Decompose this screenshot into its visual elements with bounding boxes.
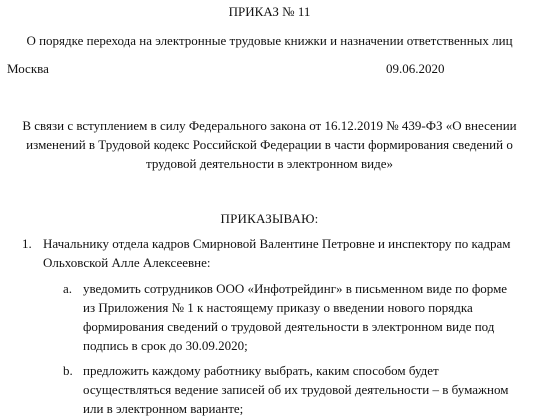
sublist-item-text-line: подпись в срок до 30.09.2020; bbox=[83, 338, 248, 353]
preamble-line-1: В связи с вступлением в силу Федерального закона от 16.12.2019 № 439-ФЗ «О внесении bbox=[22, 118, 517, 133]
list-item-text-line: Начальнику отдела кадров Смирновой Валентине Петровне и инспектору по кадрам bbox=[43, 236, 511, 251]
sublist-item-text-line: уведомить сотрудников ООО «Инфотрейдинг» в письменном виде по форме bbox=[83, 281, 508, 296]
sublist-item-text-line: предложить каждому работнику выбрать, каким способом будет bbox=[83, 363, 439, 378]
preamble-line-2: изменений в Трудовой кодекс Российской Федерации в части формирования сведений о bbox=[26, 137, 513, 152]
order-date: 09.06.2020 bbox=[386, 61, 445, 76]
sublist-item-text-line: из Приложения № 1 к настоящему приказу о введении нового порядка bbox=[83, 300, 473, 315]
sublist-item-marker: a. bbox=[63, 281, 73, 296]
sublist-item-text-line: осуществляться ведение записей об их трудовой деятельности – в бумажном bbox=[83, 382, 509, 397]
list-item-text-line: Ольховской Алле Алексеевне: bbox=[43, 255, 211, 270]
order-title: ПРИКАЗ № 11 bbox=[228, 4, 311, 19]
list-item-marker: 1. bbox=[22, 236, 32, 251]
sublist-item-marker: b. bbox=[63, 363, 73, 378]
city-label: Москва bbox=[7, 61, 49, 76]
sublist-item-text-line: или в электронном варианте; bbox=[83, 401, 244, 416]
preamble-line-3: трудовой деятельности в электронном виде» bbox=[146, 156, 393, 171]
order-heading: ПРИКАЗЫВАЮ: bbox=[220, 211, 319, 226]
sublist-item-text-line: формирования сведений о трудовой деятельности в электронном виде под bbox=[83, 319, 495, 334]
order-subtitle: О порядке перехода на электронные трудовые книжки и назначении ответственных лиц bbox=[26, 33, 513, 48]
